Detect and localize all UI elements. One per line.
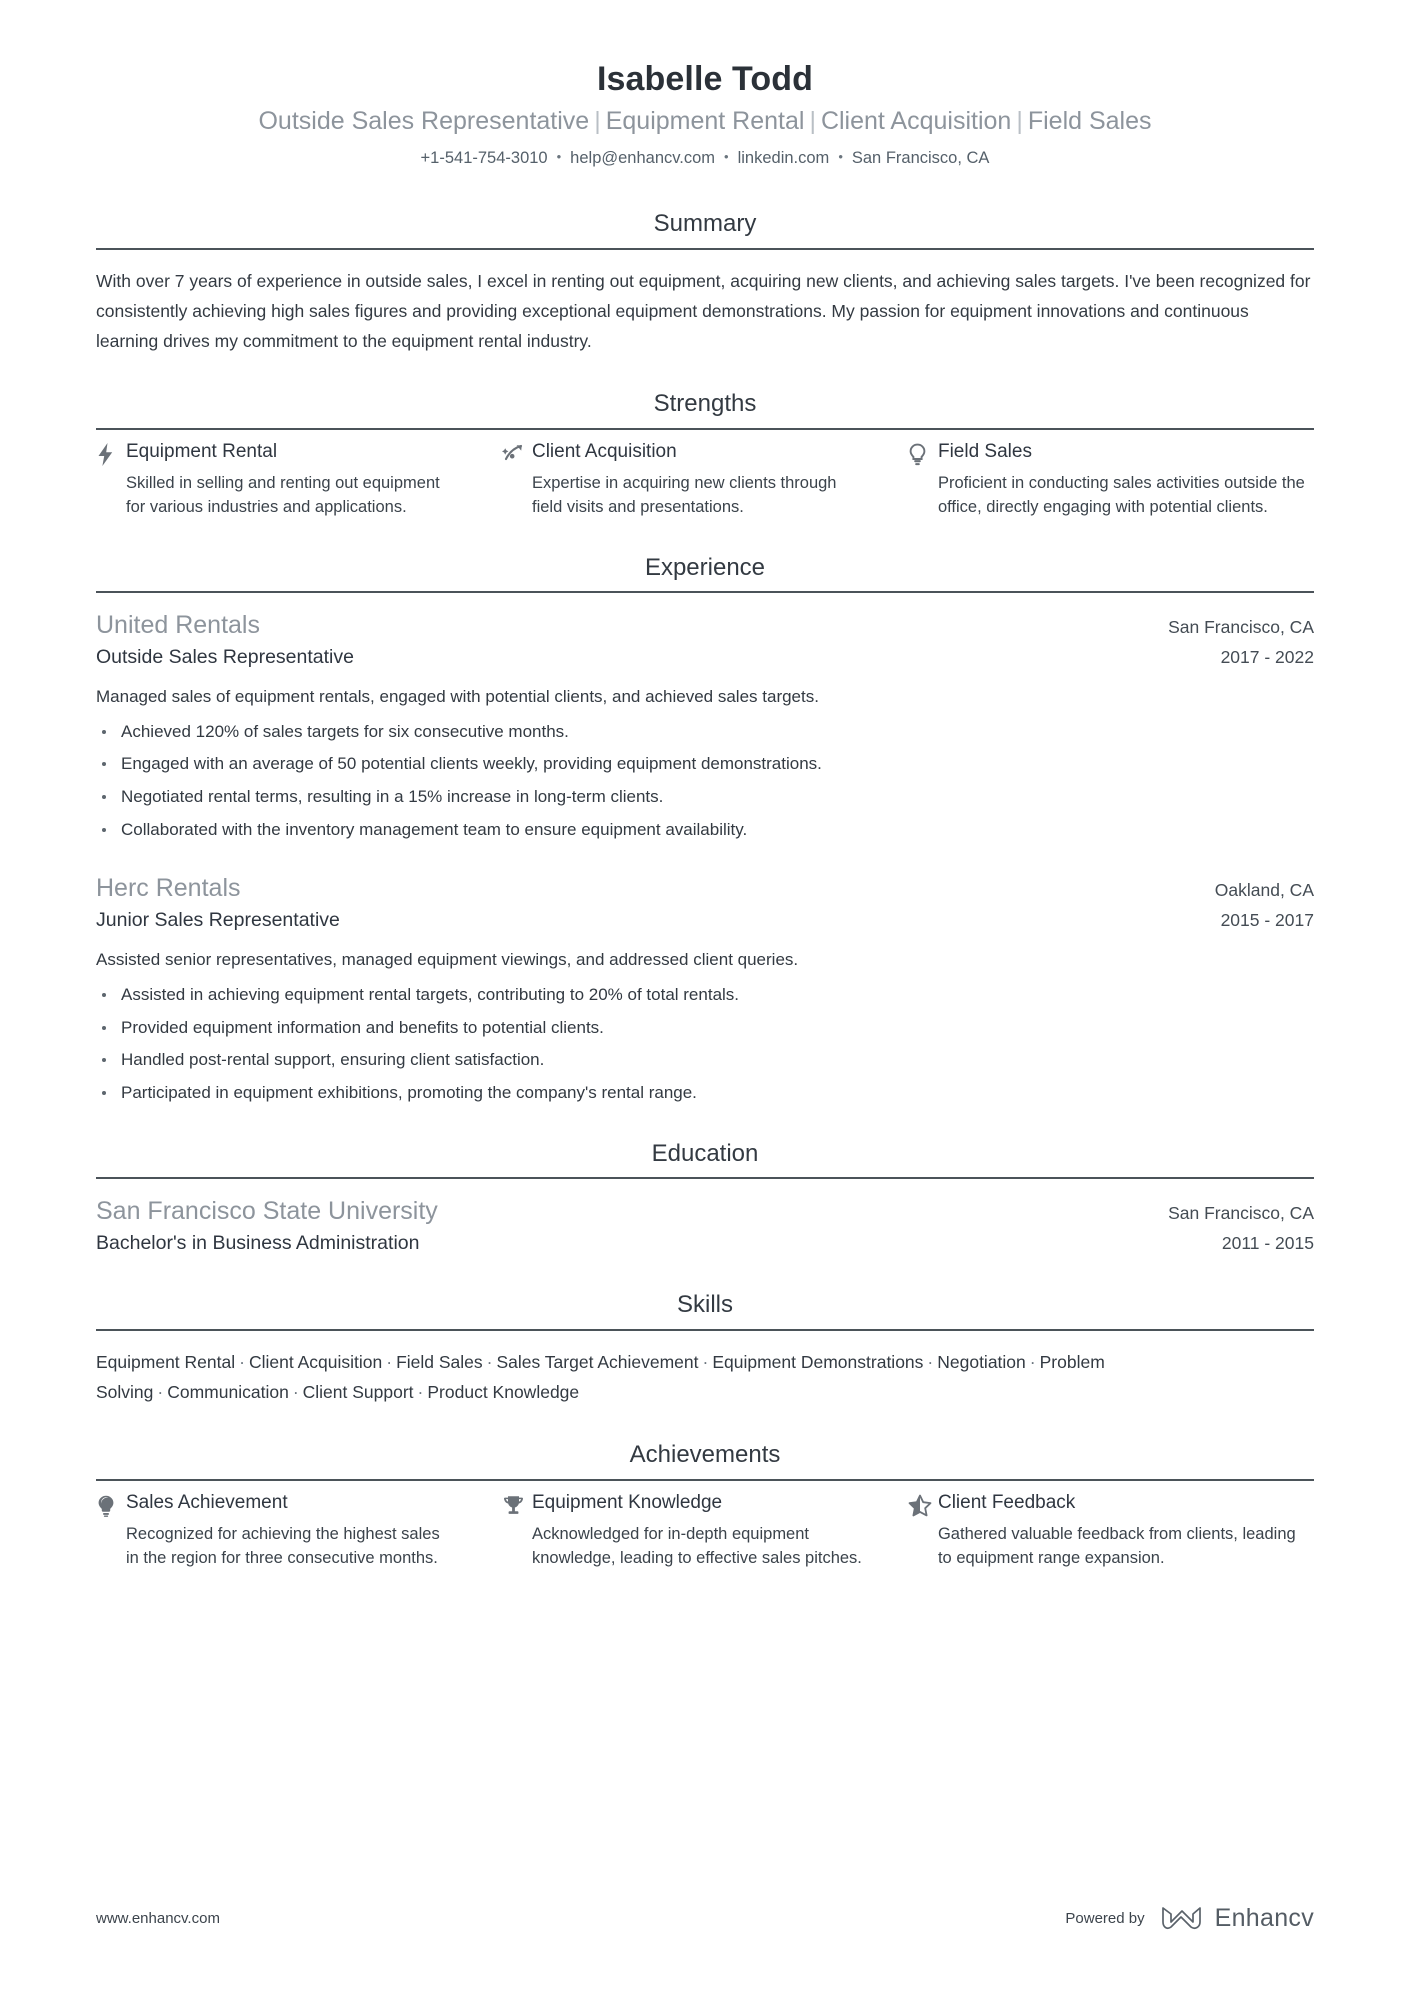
experience-bullet-list: [96, 983, 1314, 1106]
footer-powered-by-label: Powered by: [1065, 1909, 1145, 1927]
headline-separator: |: [1016, 106, 1023, 135]
resume-header: [96, 58, 1314, 176]
half-star-icon: [908, 1491, 938, 1517]
headline-separator: |: [809, 106, 816, 135]
experience-role: Junior Sales Representative: [96, 909, 340, 932]
education-institution: San Francisco State University: [96, 1197, 438, 1226]
experience-description: Assisted senior representatives, managed equipment viewings, and addressed client queries.: [96, 950, 799, 970]
skill-item: Field Sales: [396, 1352, 483, 1373]
skill-item: Equipment Rental: [96, 1352, 236, 1373]
candidate-name: Isabelle Todd: [596, 60, 814, 98]
strength-item: [96, 440, 502, 520]
headline-part-3: Field Sales: [1027, 106, 1152, 135]
skills-list: [96, 1347, 1314, 1407]
experience-bullet: Collaborated with the inventory management team to ensure equipment availability.: [96, 818, 1314, 843]
achievement-title: Sales Achievement: [126, 1492, 288, 1514]
growth-arrow-icon: [502, 440, 532, 466]
education-degree: Bachelor's in Business Administration: [96, 1232, 420, 1255]
experience-bullet: Achieved 120% of sales targets for six consecutive months.: [96, 720, 1314, 745]
strength-description: Expertise in acquiring new clients through field visits and presentations.: [531, 473, 837, 516]
strength-item: [502, 440, 908, 520]
enhancv-logo-icon: [1159, 1903, 1205, 1933]
strength-description: Skilled in selling and renting out equipment for various industries and applications.: [126, 473, 440, 516]
strength-title: Client Acquisition: [531, 440, 677, 462]
skill-item: Product Knowledge: [427, 1382, 580, 1403]
skill-item: Sales Target Achievement: [496, 1352, 699, 1373]
contact-email[interactable]: help@enhancv.com: [570, 149, 716, 167]
skill-item: Problem Solving: [96, 1352, 1105, 1403]
achievement-item: [502, 1491, 908, 1571]
resume-footer: [96, 1903, 1314, 1933]
headline-part-2: Client Acquisition: [820, 106, 1012, 135]
candidate-headline: [96, 105, 1314, 138]
skill-separator: ·: [486, 1352, 493, 1373]
skill-separator: ·: [157, 1382, 164, 1403]
achievement-description: Acknowledged for in-depth equipment knowledge, leading to effective sales pitches.: [531, 1524, 862, 1567]
headline-separator: |: [594, 106, 601, 135]
skill-item: Communication: [167, 1382, 289, 1403]
contact-location: San Francisco, CA: [851, 149, 990, 167]
footer-website-url[interactable]: www.enhancv.com: [96, 1909, 220, 1927]
experience-role: Outside Sales Representative: [96, 646, 354, 669]
contact-separator-dot: •: [724, 149, 729, 164]
section-title-experience: Experience: [644, 553, 766, 581]
strengths-grid: [96, 430, 1314, 520]
enhancv-brand-name: Enhancv: [1214, 1903, 1314, 1932]
experience-bullet: Handled post-rental support, ensuring client satisfaction.: [96, 1048, 1314, 1073]
trophy-icon: [502, 1491, 532, 1516]
skill-item: Client Acquisition: [248, 1352, 383, 1373]
experience-dates: 2015 - 2017: [1220, 910, 1314, 931]
strength-title: Field Sales: [937, 440, 1032, 462]
experience-dates: 2017 - 2022: [1220, 647, 1314, 668]
section-title-education: Education: [651, 1139, 759, 1167]
achievement-title: Equipment Knowledge: [531, 1492, 723, 1514]
experience-location: Oakland, CA: [1214, 880, 1314, 901]
contact-line: [96, 147, 1314, 170]
section-skills: [96, 1291, 1314, 1407]
achievement-item: [908, 1491, 1314, 1571]
achievement-title: Client Feedback: [937, 1492, 1076, 1514]
skill-separator: ·: [386, 1352, 393, 1373]
skill-item: Negotiation: [937, 1352, 1026, 1373]
section-experience: [96, 554, 1314, 1106]
section-achievements: [96, 1441, 1314, 1570]
experience-bullet-list: [96, 720, 1314, 843]
achievement-item: [96, 1491, 502, 1571]
education-entry: [96, 1195, 1314, 1257]
skill-separator: ·: [702, 1352, 709, 1373]
experience-organization: United Rentals: [96, 611, 260, 640]
lightning-bolt-icon: [96, 440, 126, 466]
achievement-description: Gathered valuable feedback from clients, leading to equipment range expansion.: [937, 1524, 1296, 1567]
headline-part-0: Outside Sales Representative: [258, 106, 590, 135]
contact-linkedin[interactable]: linkedin.com: [737, 149, 830, 167]
skill-separator: ·: [927, 1352, 934, 1373]
experience-bullet: Participated in equipment exhibitions, promoting the company's rental range.: [96, 1081, 1314, 1106]
skill-separator: ·: [1029, 1352, 1036, 1373]
contact-separator-dot: •: [556, 149, 562, 164]
summary-text: With over 7 years of experience in outside sales, I excel in renting out equipment, acquiring new clients, and achieving sales targets. I've been recognized for consistently achieving high sales figures and providing exceptional equipment demonstrations. My passion for equipment innovations and continuous learning drives my commitment to the equipment rental industry.: [96, 270, 1311, 352]
section-summary: [96, 210, 1314, 356]
section-title-skills: Skills: [676, 1291, 733, 1319]
lightbulb-icon: [908, 440, 938, 466]
skill-separator: ·: [292, 1382, 299, 1403]
education-dates: 2011 - 2015: [1221, 1233, 1314, 1254]
achievement-description: Recognized for achieving the highest sales in the region for three consecutive months.: [126, 1524, 440, 1567]
skill-item: Equipment Demonstrations: [712, 1352, 924, 1373]
section-education: [96, 1140, 1314, 1258]
experience-location: San Francisco, CA: [1168, 617, 1314, 638]
experience-bullet: Provided equipment information and benefits to potential clients.: [96, 1016, 1314, 1041]
experience-entry: [96, 609, 1314, 842]
skill-separator: ·: [417, 1382, 424, 1403]
section-title-strengths: Strengths: [653, 390, 757, 418]
section-title-summary: Summary: [653, 210, 757, 238]
experience-organization: Herc Rentals: [96, 874, 241, 903]
section-strengths: [96, 390, 1314, 519]
experience-bullet: Engaged with an average of 50 potential clients weekly, providing equipment demonstrations.: [96, 752, 1314, 777]
contact-separator-dot: •: [838, 149, 843, 164]
headline-part-1: Equipment Rental: [605, 106, 805, 135]
experience-entry: [96, 872, 1314, 1105]
strength-description: Proficient in conducting sales activities outside the office, directly engaging with potential clients.: [937, 473, 1305, 516]
experience-bullet: Negotiated rental terms, resulting in a 15% increase in long-term clients.: [96, 785, 1314, 810]
experience-description: Managed sales of equipment rentals, engaged with potential clients, and achieved sales targets.: [96, 687, 819, 707]
education-location: San Francisco, CA: [1168, 1203, 1314, 1224]
skill-separator: ·: [239, 1352, 245, 1373]
experience-bullet: Assisted in achieving equipment rental targets, contributing to 20% of total rentals.: [96, 983, 1314, 1008]
skill-item: Client Support: [302, 1382, 414, 1403]
section-title-achievements: Achievements: [629, 1441, 781, 1469]
filled-bulb-icon: [96, 1491, 126, 1517]
strength-item: [908, 440, 1314, 520]
contact-phone: +1-541-754-3010: [420, 149, 548, 167]
achievements-grid: [96, 1481, 1314, 1571]
strength-title: Equipment Rental: [126, 440, 278, 462]
enhancv-brand: [1159, 1903, 1314, 1933]
